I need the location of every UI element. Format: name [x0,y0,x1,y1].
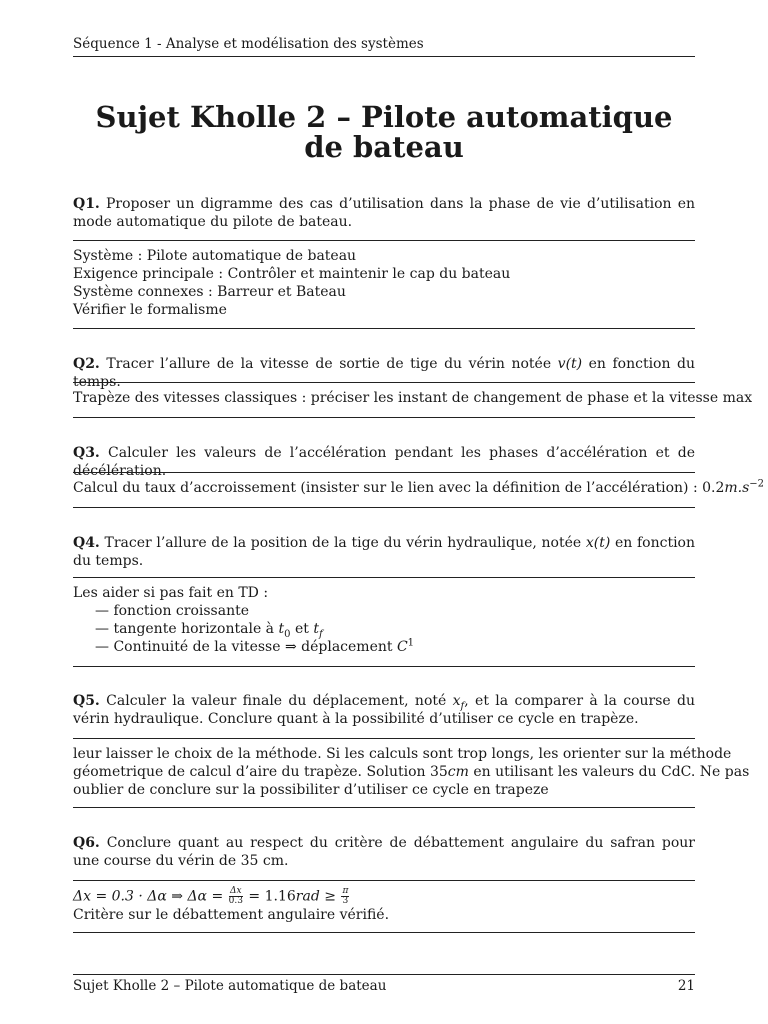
question-label: Q1. [73,196,100,212]
answer-text: Calcul du taux d’accroissement (insister sur le lien avec la définition de l’accélération) : 0.2 [73,480,725,496]
math-x: x [452,693,461,709]
answer-line [73,763,750,781]
equation-line [73,887,695,906]
math-xt: x(t) [585,535,611,551]
answer-1 [73,240,695,329]
fraction-numerator: π [342,886,349,896]
answer-line: Vérifier le formalisme [73,302,227,318]
question-text: , et la comparer à la course du vérin hydraulique. Conclure quant à la possibilité d’utiliser ce cycle en trapèze. [73,693,696,727]
page-number: 21 [677,978,695,994]
math-t: t [278,621,285,637]
question-4 [73,534,695,570]
exponent: −2 [749,478,765,490]
question-label: Q2. [73,356,100,372]
subscript: f [460,700,465,712]
question-5 [73,692,695,728]
question-text: Tracer l’allure de la position de la tige du vérin hydraulique, notée [104,535,586,551]
answer-line: Critère sur le débattement angulaire vérifié. [73,907,390,923]
answer-line: leur laisser le choix de la méthode. Si les calculs sont trop longs, les orienter sur la méthode [73,746,732,762]
fraction-numerator: Δx [230,886,242,896]
answer-line: Système connexes : Barreur et Bateau [73,284,346,300]
subscript: 0 [284,628,291,640]
equation-text: Δx = 0.3 · Δα ⇒ Δα = [73,888,228,905]
running-footer [73,974,695,994]
bullet-text: et [290,621,314,637]
answer-2 [73,382,753,418]
document-page [73,0,765,1024]
math-c: C [396,639,408,655]
answer-5 [73,738,750,808]
title-line-2: de bateau [304,130,464,164]
bullet-item [73,638,695,656]
answer-line: Les aider si pas fait en TD : [73,585,269,601]
math-vt: v(t) [557,356,583,372]
answer-line: Système : Pilote automatique de bateau [73,248,357,264]
question-text: Calculer la valeur finale du déplacement, noté [106,693,453,709]
math-t: t [313,621,319,637]
question-6 [73,834,695,870]
answer-6 [73,880,695,933]
question-label: Q3. [73,445,100,461]
question-text: en fonction du temps. [73,535,696,569]
answer-4 [73,577,695,667]
fraction-pi [341,887,349,906]
answer-3 [73,472,765,508]
bullet-item [73,620,695,638]
unit-rad: rad [295,888,320,905]
bullet-text: — Continuité de la vitesse ⇒ déplacement [95,639,397,655]
question-text: en fonction du temps. [73,356,696,390]
question-1 [73,195,695,231]
fraction-denominator: 0.3 [228,896,243,906]
bullet-item: — fonction croissante [95,603,249,619]
answer-line: Trapèze des vitesses classiques : préciser les instant de changement de phase et la vitesse max [73,390,753,406]
bullet-text: — tangente horizontale à [95,621,279,637]
question-label: Q5. [73,693,100,709]
question-label: Q4. [73,535,100,551]
footer-title: Sujet Kholle 2 – Pilote automatique de bateau [73,978,387,994]
question-label: Q6. [73,835,100,851]
running-header: Séquence 1 - Analyse et modélisation des systèmes [73,36,695,57]
question-text: Conclure quant au respect du critère de débattement angulaire du safran pour une course du vérin de 35 cm. [73,835,695,869]
title-line-1: Sujet Kholle 2 – Pilote automatique [95,100,673,134]
fraction-dx [229,887,243,906]
question-text: Calculer les valeurs de l’accélération pendant les phases d’accélération et de décélération. [73,445,695,479]
unit-ms: m.s [724,480,750,496]
subscript: f [318,628,323,640]
question-text: Tracer l’allure de la vitesse de sortie de tige du vérin notée [106,356,558,372]
equation-text: ≥ [319,888,341,905]
question-text: Proposer un digramme des cas d’utilisation dans la phase de vie d’utilisation en mode automatique du pilote de bateau. [73,196,696,230]
answer-line [73,478,765,497]
answer-text: en utilisant les valeurs du CdC. Ne pas [468,764,750,780]
answer-text: géometrique de calcul d’aire du trapèze. Solution 35 [73,764,448,780]
answer-line: oublier de conclure sur la possibiliter d’utiliser ce cycle en trapeze [73,782,549,798]
exponent: 1 [407,637,415,649]
unit-cm: cm [447,764,469,780]
answer-line: Exigence principale : Contrôler et maintenir le cap du bateau [73,266,511,282]
fraction-denominator: 3 [342,896,349,906]
document-title [73,102,695,162]
equation-text: = 1.16 [243,888,296,905]
